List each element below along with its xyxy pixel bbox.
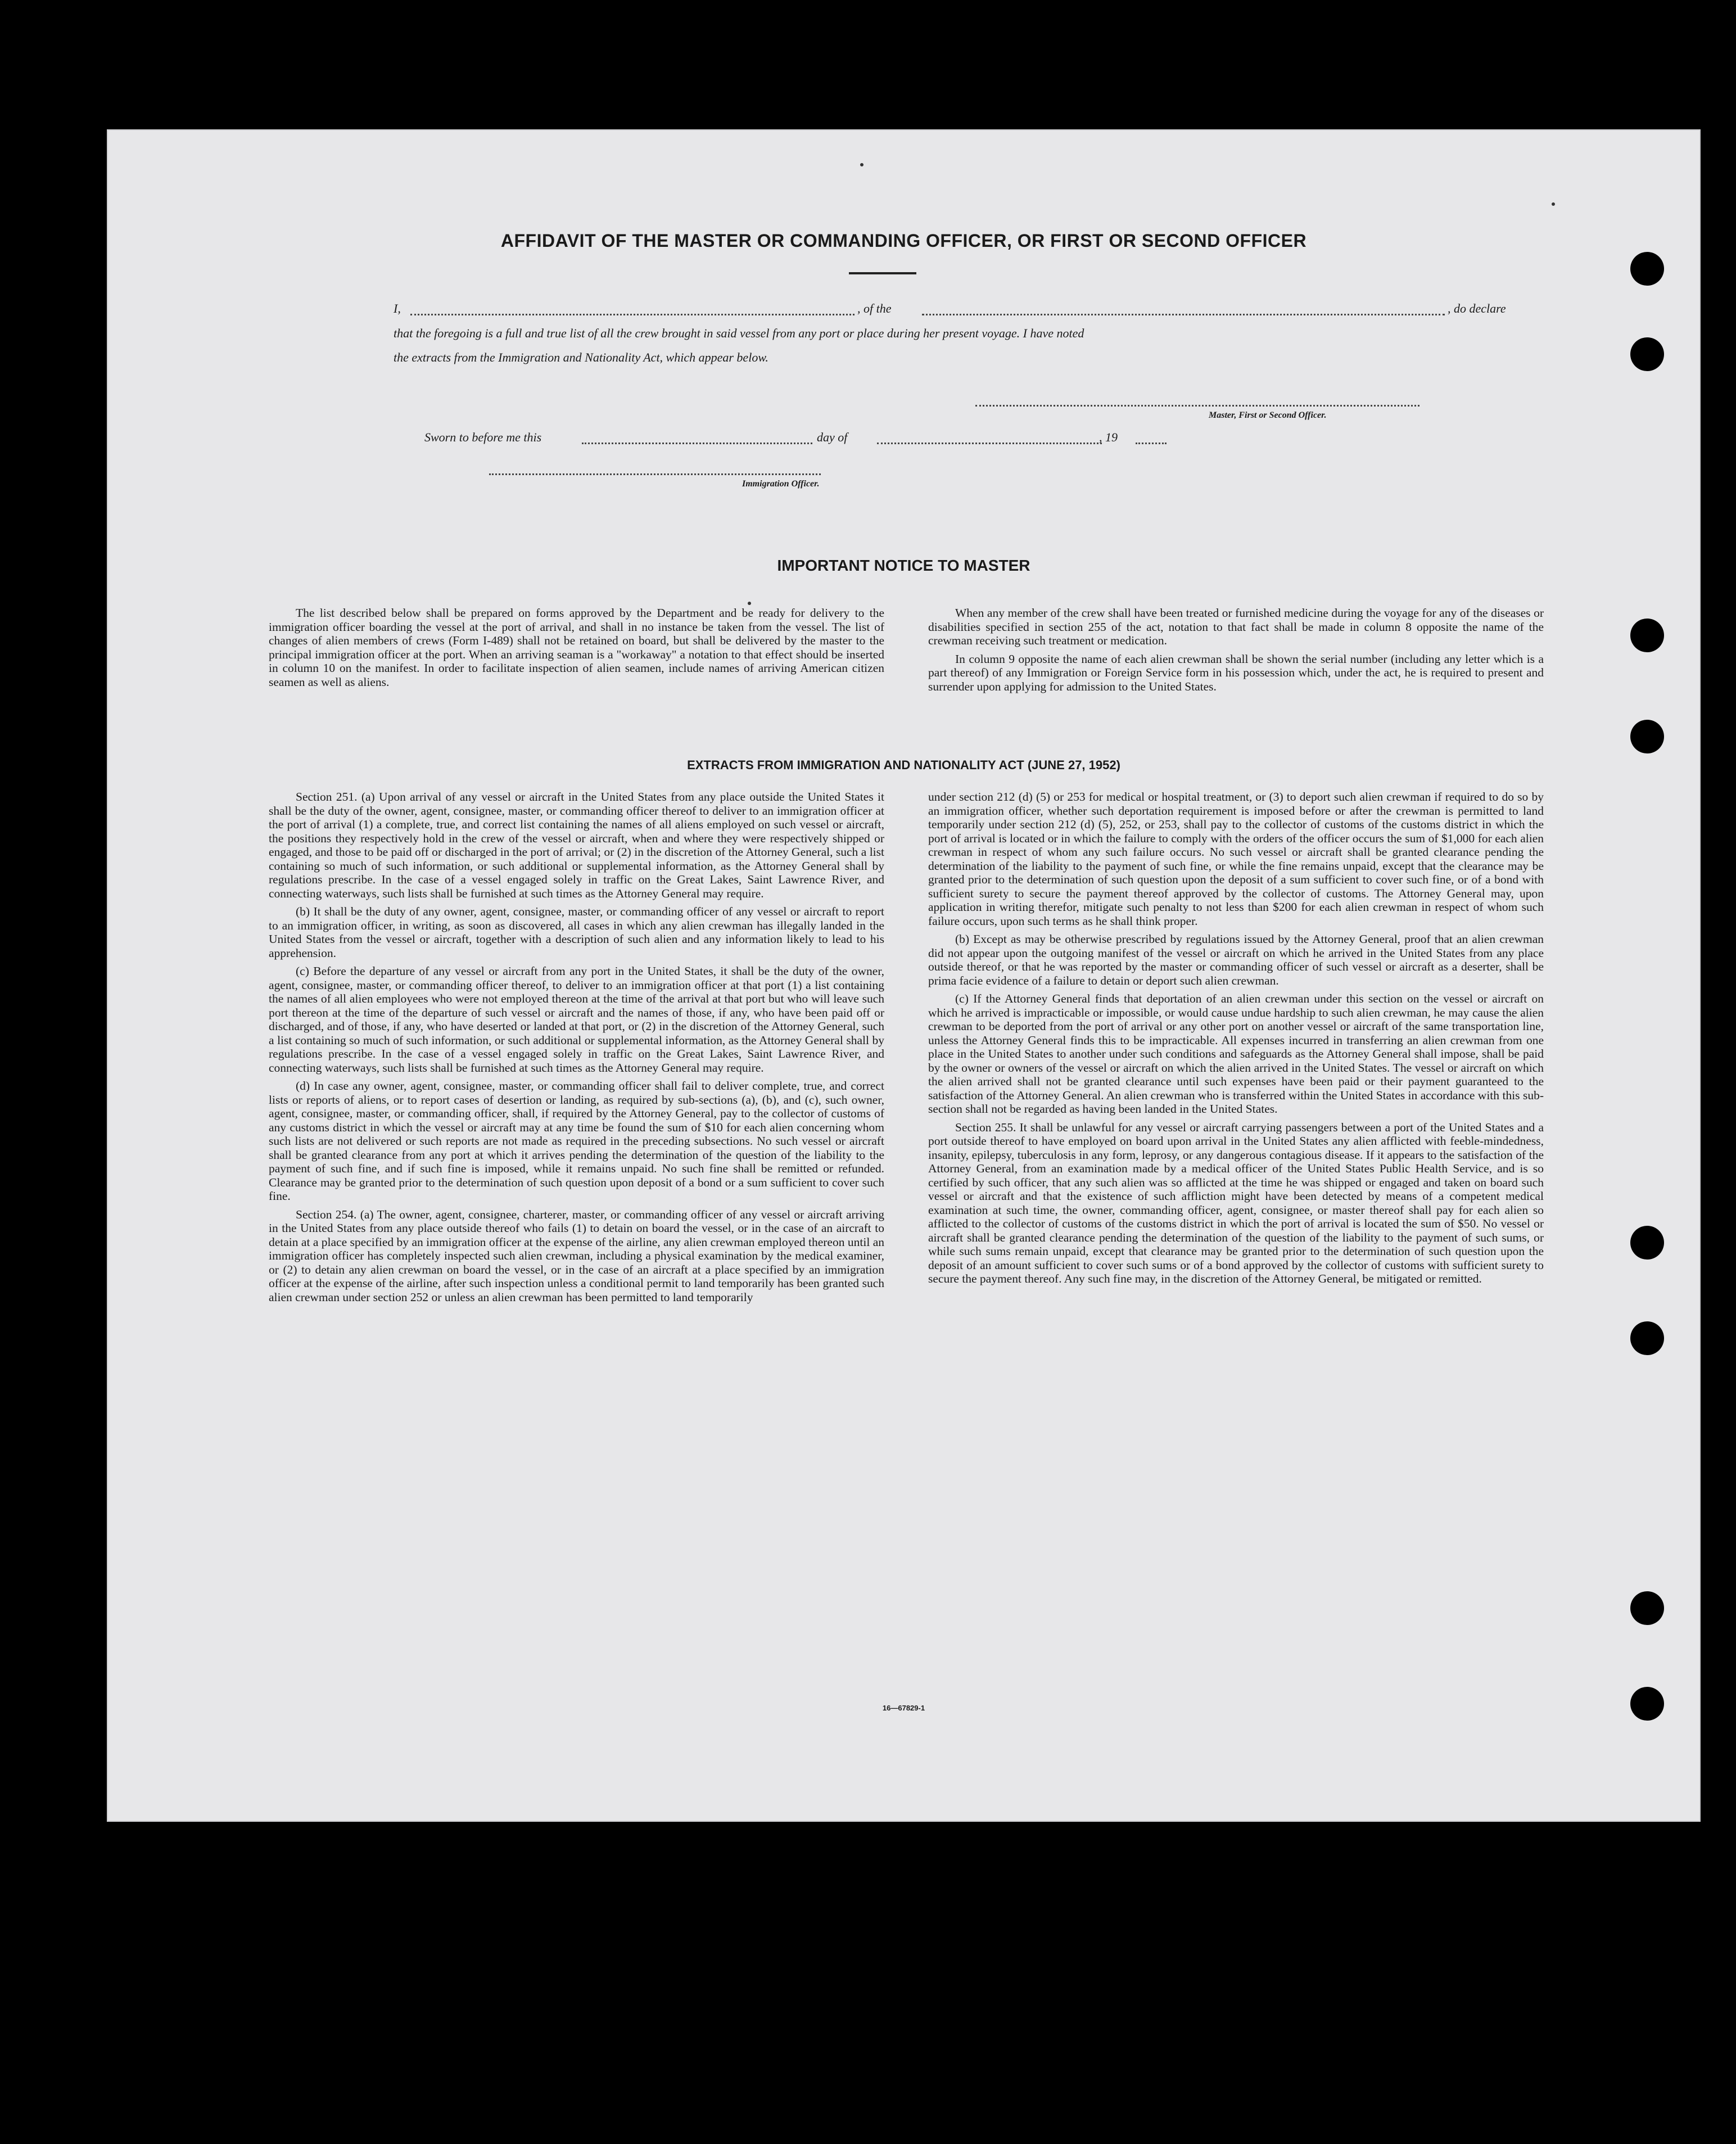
sworn-year-blank[interactable] (1136, 443, 1167, 444)
section-255: Section 255. It shall be unlawful for any vessel or aircraft carrying passengers between a port of the United States and a port outside thereof to have employed on board upon arrival in the United States any alien afflicted with feeble-mindedness, insanity, epilepsy, tuberculosis in any form, leprosy, or any dangerous contagious disease. If it appears to the satisfaction of the Attorney General, from an examination made by a medical officer of the United States Public Health Service, and is so certified by such officer, that any such alien was so afflicted at the time he was shipped or engaged and taken on board such vessel or aircraft and that the existence of such affliction might have been detected by means of a competent medical examination at such time, the owner, commanding officer, agent, consignee, or master thereof shall pay for each alien so afflicted to the collector of customs of the customs district in which the port of arrival is located the sum of $50. No vessel or aircraft shall be granted clearance pending the determination of the question of the liability to the payment of such sums, or while such sums remain unpaid, except that clearance may be granted prior to the determination of such question upon the deposit of an amount sufficient to cover such sums or of a bond approved by the collector of customs with sufficient surety to secure the payment thereof. Any such fine may, in the discretion of the Attorney General, be mitigated or remitted. (928, 1120, 1544, 1285)
punch-hole (1630, 1321, 1664, 1355)
section-251-a: Section 251. (a) Upon arrival of any vessel or aircraft in the United States from any place outside the United States it shall be the duty of the owner, agent, consignee, master, or commanding officer thereof to deliver to an immigration officer at the port of arrival (1) a complete, true, and correct list containing the names of all aliens employed on such vessel or aircraft, the positions they respectively hold in the crew of the vessel or aircraft, when and where they were respectively shipped or engaged, and those to be paid off or discharged in the port of arrival; or (2) in the discretion of the Attorney General, such a list containing so much of such information, or such additional or supplemental information, as the Attorney General shall by regulations prescribe. In the case of a vessel engaged solely in traffic on the Great Lakes, Saint Lawrence River, and connecting waterways, such lists shall be furnished at such times as the Attorney General may require. (269, 790, 884, 900)
officer-caption: Immigration Officer. (742, 479, 820, 489)
document-page (107, 129, 1701, 1822)
affidavit-title: AFFIDAVIT OF THE MASTER OR COMMANDING OFFICER, OR FIRST OR SECOND OFFICER (500, 231, 1307, 251)
punch-hole (1630, 252, 1664, 286)
extracts-right-column (928, 790, 1544, 1290)
notice-left-paragraph: The list described below shall be prepared on forms approved by the Department and be ready for delivery to the immigration officer boarding the vessel at the port of arrival, and shall in no instance be taken from the vessel. The list of changes of alien members of crews (Form I-489) shall not be retained on board, but shall be delivered by the master to the principal immigration officer at the port. When an arriving seaman is a "workaway" a notation to that effect should be inserted in column 10 on the manifest. In order to facilitate inspection of alien seamen, include names of arriving American citizen seamen as well as aliens. (269, 606, 884, 689)
affidavit-line3: the extracts from the Immigration and Nationality Act, which appear below. (394, 350, 768, 364)
notice-title: IMPORTANT NOTICE TO MASTER (777, 557, 1030, 574)
notice-right-paragraph-1: When any member of the crew shall have been treated or furnished medicine during the voyage for any of the diseases or disabilities specified in section 255 of the act, notation to that fact shall be made in column 8 opposite the name of the crewman receiving such treatment or medication. (928, 606, 1544, 647)
section-254-a-continued: under section 212 (d) (5) or 253 for medical or hospital treatment, or (3) to deport such alien crewman if required to do so by an immigration officer, whether such deportation requirement is imposed before or after the crewman is permitted to land temporarily under section 212 (d) (5), 252, or 253, shall pay to the collector of customs of the customs district in which the port of arrival is located or in which the failure to comply with the orders of the officer occurs the sum of $1,000 for each alien crewman in respect of whom any such failure occurs. No such vessel or aircraft shall be granted clearance pending the determination of the liability to the payment of such fine, or while the fine remains unpaid, except that the clearance may be granted prior to the determination of such question upon the deposit of a sum sufficient to cover such fine, or of a bond with sufficient surety to secure the payment thereof approved by the collector of customs. The Attorney General may, upon application in writing therefor, mitigate such penalty to not less than $200 for each alien crewman in respect of whom such failure occurs, upon such terms as he shall think proper. (928, 790, 1544, 928)
section-254-a: Section 254. (a) The owner, agent, consignee, charterer, master, or commanding officer of any vessel or aircraft arriving in the United States from any place outside thereof who fails (1) to detain on board the vessel, or in the case of an aircraft to detain at a place specified by an immigration officer at the expense of the airline, any alien crewman employed thereon until an immigration officer has completely inspected such alien crewman, including a physical examination by the medical examiner, or (2) to detain any alien crewman on board the vessel, or in the case of an aircraft at a place specified by an immigration officer at the expense of the airline, after such inspection unless a conditional permit to land temporarily has been granted such alien crewman under section 252 or unless an alien crewman has been permitted to land temporarily (269, 1207, 884, 1304)
affidavit-line2: that the foregoing is a full and true list of all the crew brought in said vessel from any port or place during her present voyage. I have noted (394, 326, 1084, 340)
sworn-day-of: day of (817, 430, 848, 444)
section-251-b: (b) It shall be the duty of any owner, agent, consignee, master, or commanding officer of any vessel or aircraft to report to an immigration officer, in writing, as soon as discovered, all cases in which any alien crewman has illegally landed in the United States from the vessel or aircraft, together with a description of such alien and any information likely to lead to his apprehension. (269, 905, 884, 960)
section-254-c: (c) If the Attorney General finds that deportation of an alien crewman under this section on the vessel or aircraft on which he arrived is impracticable or impossible, or would cause undue hardship to such alien crewman, he may cause the alien crewman to be deported from the port of arrival or any other port on another vessel or aircraft of the same transportation line, unless the Attorney General finds this to be impracticable. All expenses incurred in transferring an alien crewman from one place in the United States to another under such conditions and safeguards as the Attorney General shall impose, shall be paid by the owner or owners of the vessel or aircraft on which the alien arrived in the United States. The vessel or aircraft on which the alien arrived shall not be granted clearance until such expenses have been paid or their payment guaranteed to the satisfaction of the Attorney General. An alien crewman who is transferred within the United States in accordance with this sub-section shall not be regarded as having been landed in the United States. (928, 992, 1544, 1116)
title-underline (849, 272, 916, 274)
affidavit-line1-end: , do declare (1448, 301, 1506, 315)
punch-hole (1630, 337, 1664, 371)
sworn-year: , 19 (1099, 430, 1118, 444)
extracts-left-column (269, 790, 884, 1308)
punch-hole (1630, 619, 1664, 652)
form-code: 16—67829-1 (882, 1704, 925, 1712)
officer-signature-blank[interactable] (489, 473, 821, 475)
vessel-blank[interactable] (922, 314, 1445, 315)
section-251-d: (d) In case any owner, agent, consignee, master, or commanding officer shall fail to deliver complete, true, and correct lists or reports of aliens, or to report cases of desertion or landing, as required by sub-sections (a), (b), and (c), such owner, agent, consignee, master, or commanding officer, shall, if required by the Attorney General, pay to the collector of customs of any customs district in which the vessel or aircraft may at any time be found the sum of $10 for each alien concerning whom such lists are not delivered or such reports are not made as required in the preceding subsections. No such vessel or aircraft shall be granted clearance from any port at which it arrives pending the determination of the question of the liability to the payment of such fine, and if such fine is imposed, while it remains unpaid. No such fine shall be remitted or refunded. Clearance may be granted prior to the determination of such question upon deposit of a bond or a sum sufficient to cover such fine. (269, 1079, 884, 1203)
master-signature-blank[interactable] (975, 405, 1419, 407)
name-blank[interactable] (410, 314, 855, 315)
punch-hole (1630, 720, 1664, 753)
punch-hole (1630, 1226, 1664, 1260)
affidavit-line1-start: I, (394, 301, 401, 315)
section-251-c: (c) Before the departure of any vessel or aircraft from any port in the United States, it shall be the duty of the owner, agent, consignee, master, or commanding officer thereof, to deliver to an immigration officer at that port (1) a list containing the names of all alien employees who were not employed thereon at the time of the arrival at that port but who will leave such port thereon at the time of the departure of such vessel or aircraft and the names of those, if any, who have been paid off or discharged, and of those, if any, who have deserted or landed at that port, or (2) in the discretion of the Attorney General, such a list containing so much of such information, or such additional or supplemental information, as the Attorney General shall by regulations prescribe. In the case of a vessel engaged solely in traffic on the Great Lakes, Saint Lawrence River, and connecting waterways, such lists shall be furnished at such times as the Attorney General may require. (269, 964, 884, 1075)
sworn-month-blank[interactable] (877, 443, 1102, 444)
notice-left-column (269, 606, 884, 693)
section-254-b: (b) Except as may be otherwise prescribed by regulations issued by the Attorney General, proof that an alien crewman did not appear upon the outgoing manifest of the vessel or aircraft on which he arrived in the United States from any place outside thereof, or that he was reported by the master or commanding officer of such vessel or aircraft as a deserter, shall be prima facie evidence of a failure to detain or deport such alien crewman. (928, 932, 1544, 987)
speck (1552, 202, 1555, 206)
sworn-day-blank[interactable] (582, 443, 812, 444)
punch-hole (1630, 1591, 1664, 1625)
affidavit-line1-mid: , of the (857, 301, 892, 315)
notice-right-column (928, 606, 1544, 698)
speck (748, 602, 751, 605)
master-caption: Master, First or Second Officer. (1209, 410, 1327, 420)
extracts-title: EXTRACTS FROM IMMIGRATION AND NATIONALITY ACT (JUNE 27, 1952) (687, 758, 1120, 772)
sworn-start: Sworn to before me this (424, 430, 542, 444)
notice-right-paragraph-2: In column 9 opposite the name of each alien crewman shall be shown the serial number (including any letter which is a part thereof) of any Immigration or Foreign Service form in his possession which, under the act, he is required to present and surrender upon applying for admission to the United States. (928, 652, 1544, 693)
speck (860, 163, 864, 166)
